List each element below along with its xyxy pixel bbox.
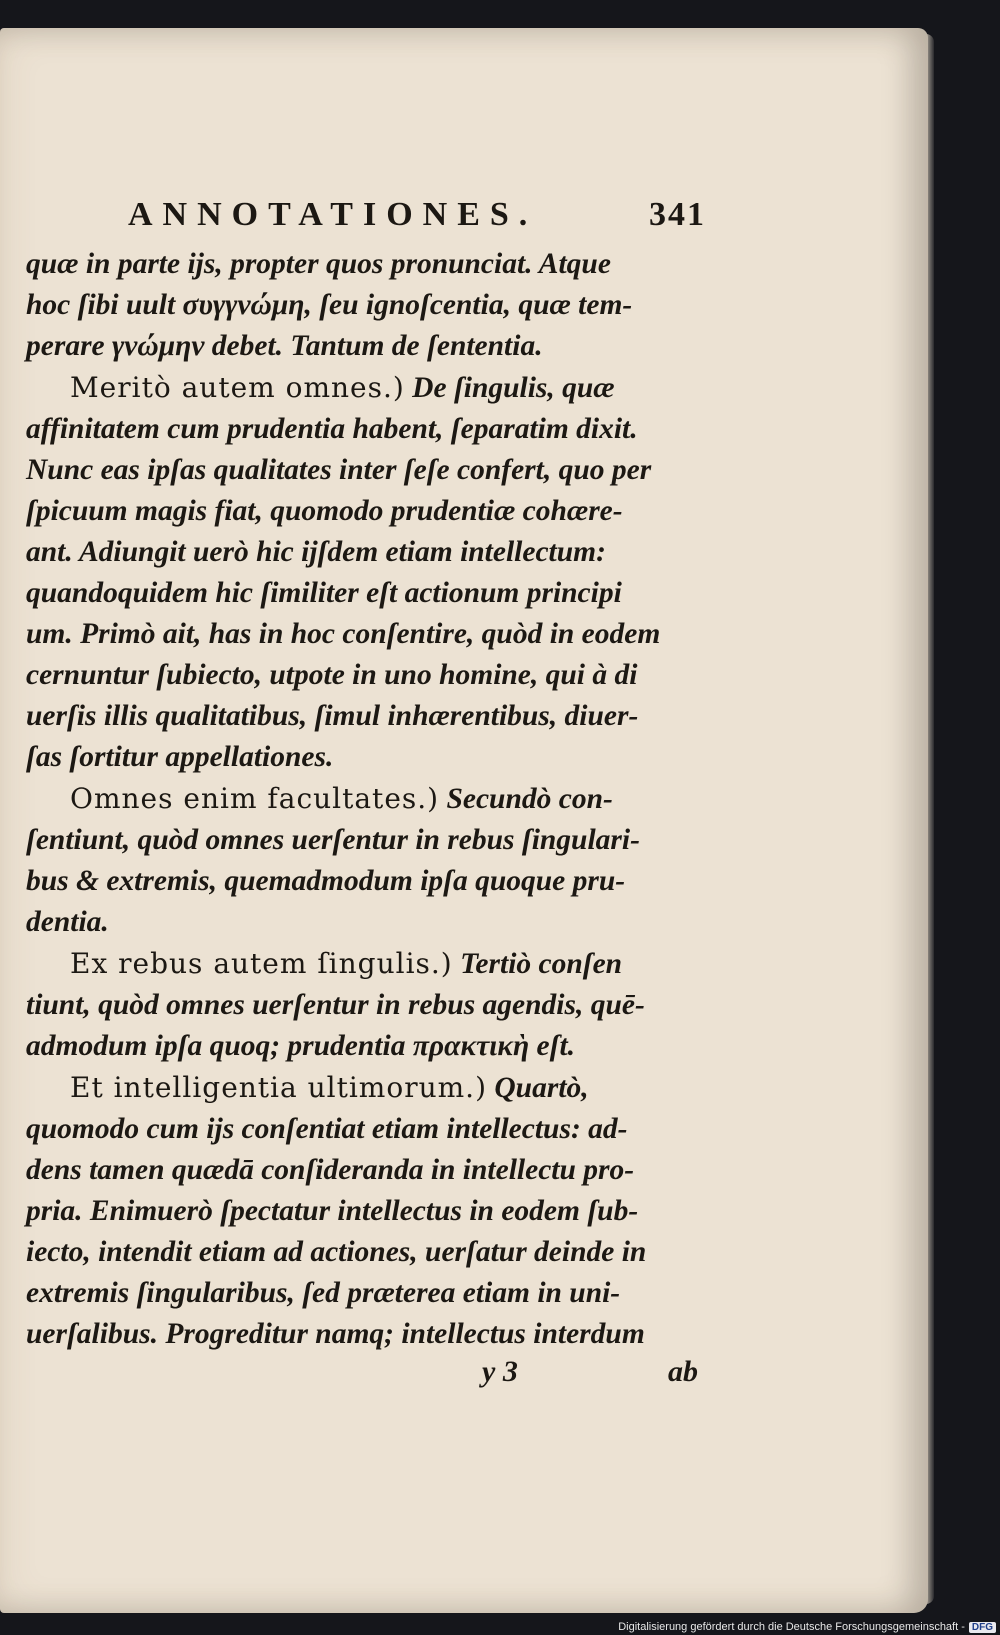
text-line: quomodo cum ijs conſentiat etiam intellectus: ad- [26,1113,628,1145]
paragraph [26,244,706,367]
catchword: ab [668,1355,698,1388]
text-line: admodum ipſa quoq; prudentia πρακτικὴ eſt. [26,1030,576,1062]
text-line: Nunc eas ipſas qualitates inter ſeſe confert, quo per [26,454,652,486]
text-line: affinitatem cum prudentia habent, ſeparatim dixit. [26,413,638,445]
signature-mark: y 3 [482,1355,518,1388]
text-line: hoc ſibi uult συγγνώμη, ſeu ignoſcentia, quæ tem- [26,289,633,321]
lemma: Ex rebus autem ſingulis.) [70,947,453,980]
lemma: Meritò autem omnes.) [70,371,405,404]
page-number: 341 [649,196,706,233]
text-block [26,196,706,1395]
lemma: Et intelligentia ultimorum.) [70,1071,487,1104]
paragraph [26,1067,706,1355]
credit-text: Digitalisierung gefördert durch die Deutsche Forschungsgemeinschaft - [618,1621,965,1633]
catchline [26,1355,706,1395]
text-line: iecto, intendit etiam ad actiones, uerſatur deinde in [26,1236,647,1268]
lemma: Omnes enim facultates.) [70,782,440,815]
text-line: bus & extremis, quemadmodum ipſa quoque pru- [26,865,626,897]
text-run: Tertiò conſen [460,948,623,980]
text-line [26,367,706,409]
text-line: uerſalibus. Progreditur namq; intellectus interdum [26,1318,645,1350]
text-line: extremis ſingularibus, ſed præterea etiam in uni- [26,1277,621,1309]
text-line: dentia. [26,906,109,938]
text-line: um. Primò ait, has in hoc conſentire, quòd in eodem [26,618,661,650]
text-line: tiunt, quòd omnes uerſentur in rebus agendis, quē- [26,989,645,1021]
digitization-credit [618,1621,996,1633]
dfg-logo: DFG [969,1622,996,1633]
text-line [26,778,706,820]
text-line: perare γνώμην debet. Tantum de ſententia. [26,330,543,362]
text-line: dens tamen quædā conſideranda in intellectu pro- [26,1154,635,1186]
text-line: quæ in parte ijs, propter quos pronunciat. Atque [26,248,611,280]
text-line [26,943,706,985]
book-page [0,28,928,1613]
text-run: Secundò con- [446,783,613,815]
paragraph [26,943,706,1067]
text-line: ſpicuum magis fiat, quomodo prudentiæ cohære- [26,495,623,527]
text-line: ant. Adiungit uerò hic ijſdem etiam intellectum: [26,536,606,568]
text-line: quandoquidem hic ſimiliter eſt actionum principi [26,577,622,609]
paragraph [26,778,706,943]
text-line: pria. Enimuerò ſpectatur intellectus in eodem ſub- [26,1195,639,1227]
text-line: uerſis illis qualitatibus, ſimul inhærentibus, diuer- [26,700,639,732]
text-line: ſentiunt, quòd omnes uerſentur in rebus ſingulari- [26,824,640,856]
paragraph [26,367,706,778]
text-line: ſas ſortitur appellationes. [26,741,334,773]
running-title: ANNOTATIONES. [128,196,538,233]
text-run: De ſingulis, quæ [412,372,615,404]
text-line: cernuntur ſubiecto, utpote in uno homine, qui à di [26,659,638,691]
running-head [26,196,706,240]
text-run: Quartò, [494,1072,589,1104]
text-line [26,1067,706,1109]
